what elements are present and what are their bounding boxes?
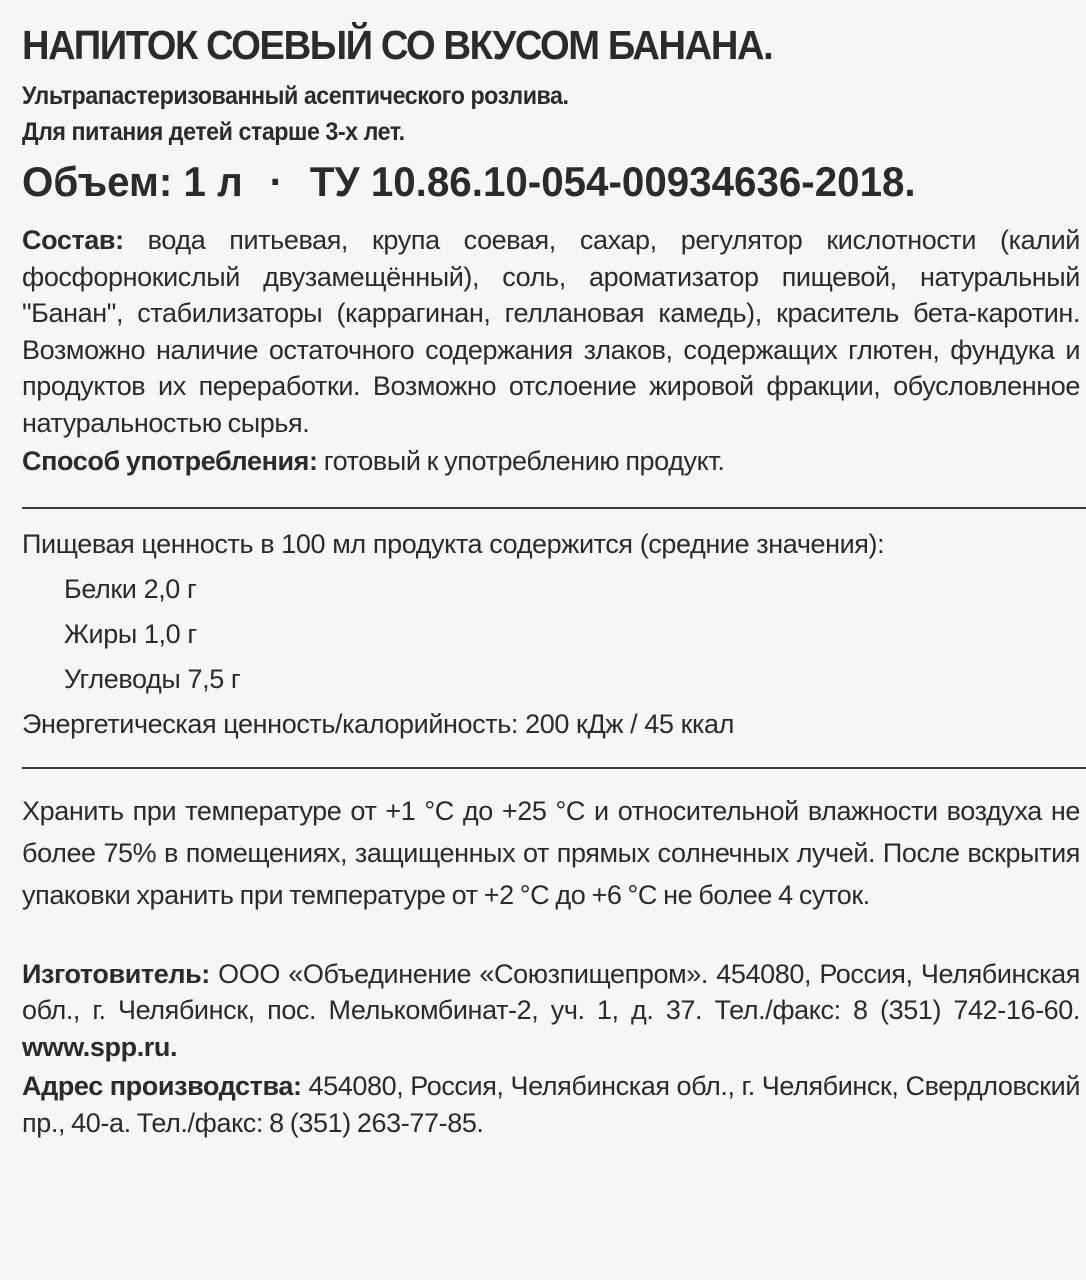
nutrition-fat: Жиры 1,0 г [64,618,197,649]
production-address-text: 454080, Россия, Челябинская обл., г. Челябинск, Свердловский пр., 40-а. Тел./факс: 8 (351) 263-77-85. [22,1071,1080,1138]
usage-text: готовый к употреблению продукт. [317,446,725,476]
product-title: НАПИТОК СОЕВЫЙ СО ВКУСОМ БАНАНА. [22,22,773,68]
product-subtitle-processing: Ультрапастеризованный асептического розлива. [22,82,569,110]
nutrition-block [22,522,1080,747]
composition-text: вода питьевая, крупа соевая, сахар, регулятор кислотности (калий фосфорнокислый двузамещённый), соль, ароматизатор пищевой, натуральный "Банан", стабилизаторы (каррагинан, геллановая камедь), краситель бета-каротин. Возможно наличие остаточного содержания злаков, содержащих глютен, фундука и продуктов их переработки. Возможно отслоение жировой фракции, обусловленное натуральностью сырья. [22,225,1080,438]
nutrition-carbs: Углеводы 7,5 г [64,663,241,694]
composition-block [22,222,1080,441]
divider-bottom [22,767,1086,769]
nutrition-energy: Энергетическая ценность/калорийность: 200 кДж / 45 ккал [22,708,735,739]
composition-label: Состав: [22,225,124,255]
production-address-block [22,1068,1080,1141]
volume-text: Объем: 1 л [22,158,243,205]
divider-top [22,507,1086,509]
manufacturer-block [22,956,1080,1066]
separator-dot: · [269,158,284,205]
manufacturer-label: Изготовитель: [22,958,210,989]
storage-conditions: Хранить при температуре от +1 °С до +25 °С и относительной влажности воздуха не более 75% в помещениях, защищенных от прямых солнечных лучей. После вскрытия упаковки хранить при температуре от +2 °С до +6 °С не более 4 суток. [22,795,1080,910]
manufacturer-website: www.spp.ru. [22,1031,178,1062]
product-label [22,22,1080,1141]
nutrition-intro: Пищевая ценность в 100 мл продукта содержится (средние значения): [22,528,885,559]
volume-line [22,154,1038,210]
technical-standard: ТУ 10.86.10-054-00934636-2018. [309,158,916,205]
usage-block [22,443,1080,480]
production-address-label: Адрес производства: [22,1071,302,1101]
usage-label: Способ употребления: [22,446,318,476]
product-subtitle-age: Для питания детей старше 3-х лет. [22,118,405,146]
manufacturer-text: ООО «Объединение «Союзпищепром». 454080, Россия, Челябинская обл., г. Челябинск, пос. Мелькомбинат-2, уч. 1, д. 37. Тел./факс: 8 (351) 742-16-60. [22,958,1080,1025]
nutrition-protein: Белки 2,0 г [64,573,197,604]
